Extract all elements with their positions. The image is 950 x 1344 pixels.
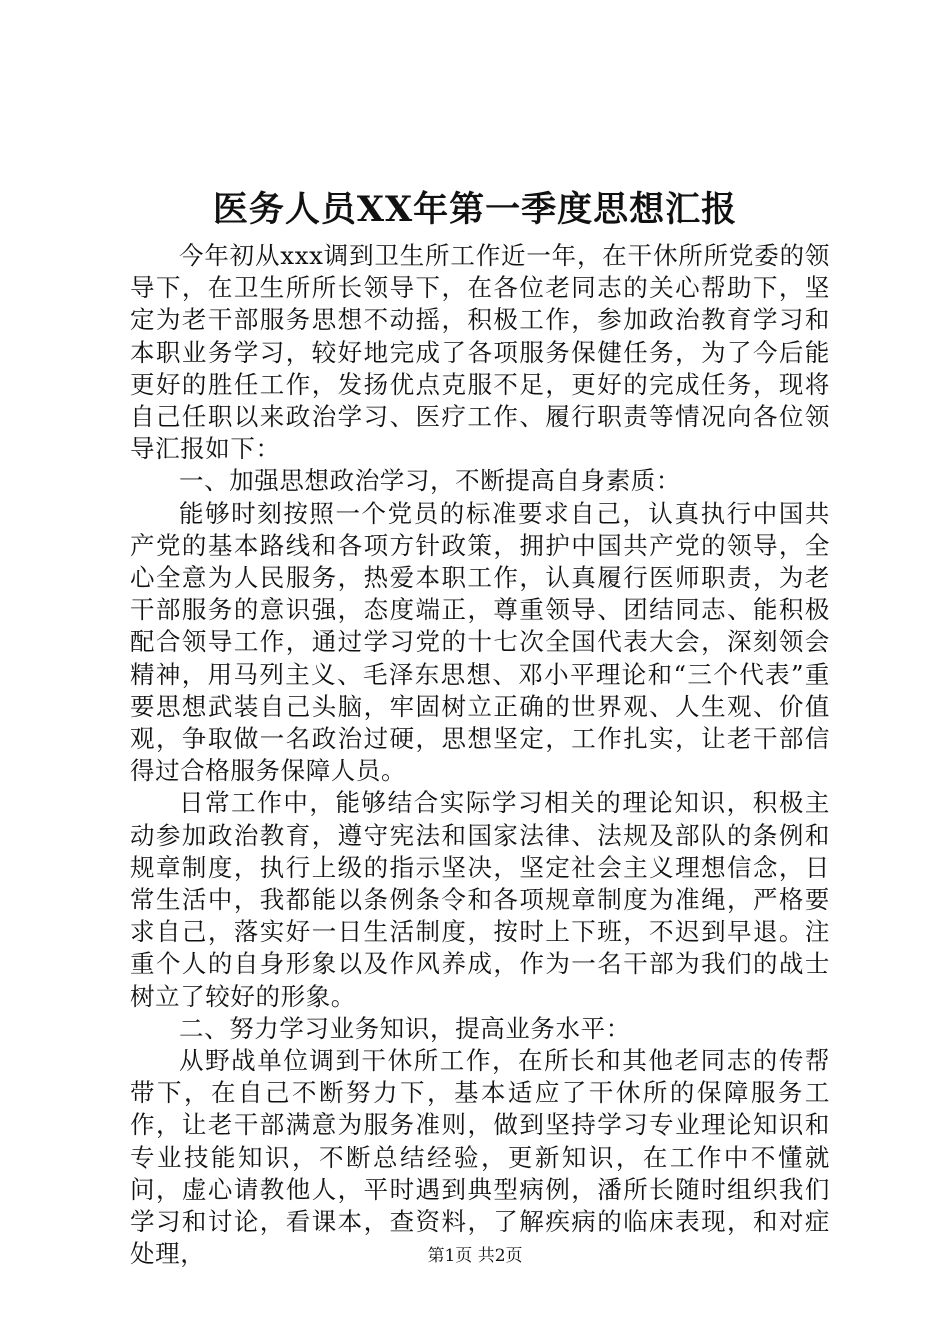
document-body [130, 240, 830, 1271]
paragraph-political-study: 能够时刻按照一个党员的标准要求自己，认真执行中国共产党的基本路线和各项方针政策，拥护中国共产党的领导，全心全意为人民服务，热爱本职工作，认真履行医师职责，为老干部服务的意识强，态度端正，尊重领导、团结同志、能积极配合领导工作，通过学习党的十七次全国代表大会，深刻领会精神，用马列主义、毛泽东思想、邓小平理论和“三个代表”重要思想武装自己头脑，牢固树立正确的世界观、人生观、价值观，争取做一名政治过硬，思想坚定，工作扎实，让老干部信得过合格服务保障人员。 [130, 498, 830, 786]
section-heading-1: 一、加强思想政治学习，不断提高自身素质： [179, 466, 681, 496]
section-heading-2: 二、努力学习业务知识，提高业务水平： [179, 1013, 631, 1043]
page-number-footer: 第1页 共2页 [427, 1246, 523, 1266]
paragraph-professional-study: 从野战单位调到干休所工作，在所长和其他老同志的传帮带下，在自己不断努力下，基本适应了干休所的保障服务工作，让老干部满意为服务准则，做到坚持学习专业理论知识和专业技能知识，不断总结经验，更新知识，在工作中不懂就问，虚心请教他人，平时遇到典型病例，潘所长随时组织我们学习和讨论，看课本，查资料，了解疾病的临床表现，和对症处理， [130, 1046, 830, 1269]
paragraph-daily-work: 日常工作中，能够结合实际学习相关的理论知识，积极主动参加政治教育，遵守宪法和国家法律、法规及部队的条例和规章制度，执行上级的指示坚决，坚定社会主义理想信念，日常生活中，我都能以条例条令和各项规章制度为准绳，严格要求自己，落实好一日生活制度，按时上下班，不迟到早退。注重个人的自身形象以及作风养成，作为一名干部为我们的战士树立了较好的形象。 [130, 788, 830, 1011]
paragraph-intro: 今年初从xxx调到卫生所工作近一年，在干休所所党委的领导下，在卫生所所长领导下，在各位老同志的关心帮助下，坚定为老干部服务思想不动摇，积极工作，参加政治教育学习和本职业务学习，较好地完成了各项服务保健任务，为了今后能更好的胜任工作，发扬优点克服不足，更好的完成任务，现将自己任职以来政治学习、医疗工作、履行职责等情况向各位领导汇报如下： [130, 241, 830, 464]
document-title: 医务人员XX年第一季度思想汇报 [212, 189, 738, 230]
